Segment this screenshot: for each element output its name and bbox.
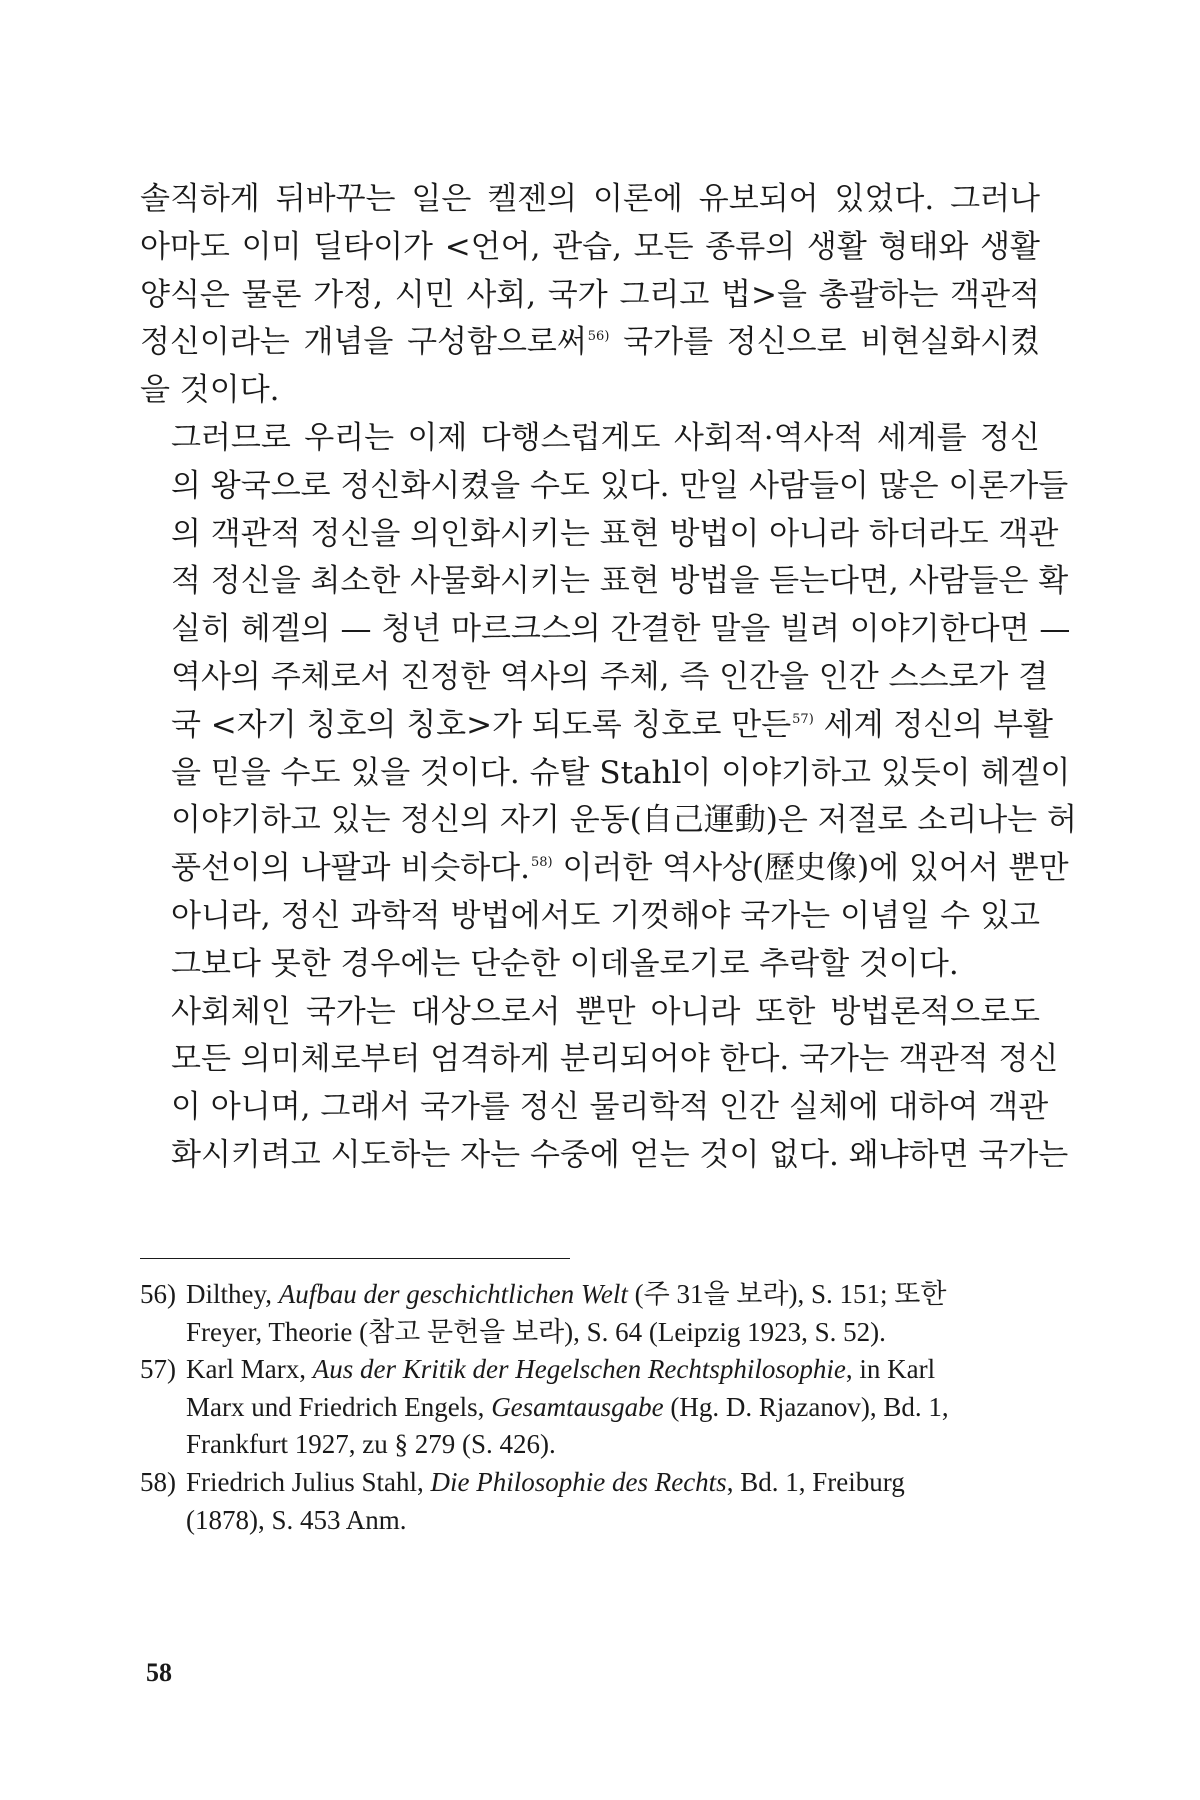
text-line: 을 것이다. <box>140 372 280 409</box>
text-segment: (1878), S. 453 Anm. <box>186 1504 407 1535</box>
text-line: 화시키려고 시도하는 자는 수중에 얻는 것이 없다. 왜냐하면 국가는 <box>171 1136 1069 1173</box>
text-segment: 이러한 역사상(歷史像)에 있어서 뿐만 <box>552 850 1069 887</box>
text-line: 을 믿을 수도 있을 것이다. 슈탈 Stahl이 이야기하고 있듯이 헤겔이 <box>171 754 1071 791</box>
footnote-separator <box>140 1258 570 1259</box>
text-line: 솔직하게 뒤바꾸는 일은 켈젠의 이론에 유보되어 있었다. 그러나 <box>140 181 1040 217</box>
text-line: 의 왕국으로 정신화시켰을 수도 있다. 만일 사람들이 많은 이론가들 <box>171 467 1069 504</box>
text-line: 그보다 못한 경우에는 단순한 이데올로기로 추락할 것이다. <box>171 945 959 982</box>
footnote-line <box>186 1276 1040 1314</box>
footnote-line <box>186 1314 1040 1352</box>
text-line: 의 객관적 정신을 의인화시키는 표현 방법이 아니라 하더라도 객관 <box>171 515 1059 552</box>
footnote-line <box>186 1389 1040 1427</box>
footnote-reference: 57) <box>792 711 814 727</box>
footnote-number: 58) <box>140 1466 176 1497</box>
body-text <box>140 176 1077 1180</box>
text-line: 사회체인 국가는 대상으로서 뿐만 아니라 또한 방법론적으로도 <box>171 993 1040 1030</box>
text-segment: Friedrich Julius Stahl, <box>186 1466 431 1497</box>
text-segment: 정신이라는 개념을 구성함으로써 <box>140 324 587 361</box>
text-segment: (Hg. D. Rjazanov), Bd. 1, <box>663 1391 949 1422</box>
paragraph <box>140 176 1040 415</box>
text-segment: , Bd. 1, Freiburg <box>726 1466 905 1497</box>
text-line: 아니라, 정신 과학적 방법에서도 기껏해야 국가는 이념일 수 있고 <box>171 897 1040 934</box>
text-segment: Frankfurt 1927, zu § 279 (S. 426). <box>186 1429 556 1460</box>
cited-title: Aus der Kritik der Hegelschen Rechtsphilosophie <box>312 1354 846 1385</box>
footnote-line <box>186 1351 1040 1389</box>
footnote-number: 57) <box>140 1354 176 1385</box>
text-segment: 국가를 정신으로 비현실화시켰 <box>609 324 1041 361</box>
text-line <box>140 319 1040 367</box>
paragraph <box>140 415 1077 989</box>
text-line: 아마도 이미 딜타이가 <언어, 관습, 모든 종류의 생활 형태와 생활 <box>140 228 1040 265</box>
text-line: 모든 의미체로부터 엄격하게 분리되어야 한다. 국가는 객관적 정신 <box>171 1041 1059 1078</box>
text-segment: Karl Marx, <box>186 1354 313 1385</box>
text-line: 양식은 물론 가정, 시민 사회, 국가 그리고 법>을 총괄하는 객관적 <box>140 276 1040 313</box>
text-segment: 풍선이의 나팔과 비슷하다. <box>171 850 530 887</box>
footnote-line <box>186 1426 1040 1464</box>
text-line: 그러므로 우리는 이제 다행스럽게도 사회적·역사적 세계를 정신 <box>171 419 1040 456</box>
text-segment: Freyer, Theorie (참고 문헌을 보라), S. 64 (Leipzig 1923, S. 52). <box>186 1316 886 1347</box>
footnote-line <box>186 1464 1040 1502</box>
text-segment: 세계 정신의 부활 <box>813 706 1053 743</box>
paragraph <box>140 989 1069 1180</box>
cited-title: Gesamtausgabe <box>491 1391 664 1422</box>
text-segment: 국 <자기 칭호의 칭호>가 되도록 칭호로 만든 <box>171 706 792 743</box>
text-line <box>140 702 1053 750</box>
footnote <box>140 1351 1040 1464</box>
text-segment: Dilthey, <box>186 1279 279 1309</box>
text-segment: , in Karl <box>845 1354 936 1385</box>
footnote-reference: 58) <box>530 855 553 871</box>
footnote-number: 56) <box>140 1279 176 1309</box>
text-line: 실히 헤겔의 — 청년 마르크스의 간결한 말을 빌려 이야기한다면 — <box>171 611 1071 648</box>
text-line: 역사의 주체로서 진정한 역사의 주체, 즉 인간을 인간 스스로가 결 <box>171 658 1049 695</box>
footnote <box>140 1276 1040 1351</box>
text-line: 이 아니며, 그래서 국가를 정신 물리학적 인간 실체에 대하여 객관 <box>171 1089 1049 1126</box>
cited-title: Die Philosophie des Rechts <box>430 1466 727 1497</box>
text-line: 적 정신을 최소한 사물화시키는 표현 방법을 듣는다면, 사람들은 확 <box>171 563 1069 600</box>
text-segment: (주 31을 보라), S. 151; 또한 <box>627 1279 947 1309</box>
text-segment: Marx und Friedrich Engels, <box>186 1391 492 1422</box>
page-number: 58 <box>146 1658 172 1687</box>
cited-title: Aufbau der geschichtlichen Welt <box>278 1279 628 1309</box>
text-line <box>140 845 1069 893</box>
footnote-reference: 56) <box>587 329 610 345</box>
text-line: 이야기하고 있는 정신의 자기 운동(自己運動)은 저절로 소리나는 허 <box>171 802 1077 839</box>
footnote-line <box>186 1502 1040 1540</box>
footnotes <box>140 1276 1040 1539</box>
footnote <box>140 1464 1040 1539</box>
